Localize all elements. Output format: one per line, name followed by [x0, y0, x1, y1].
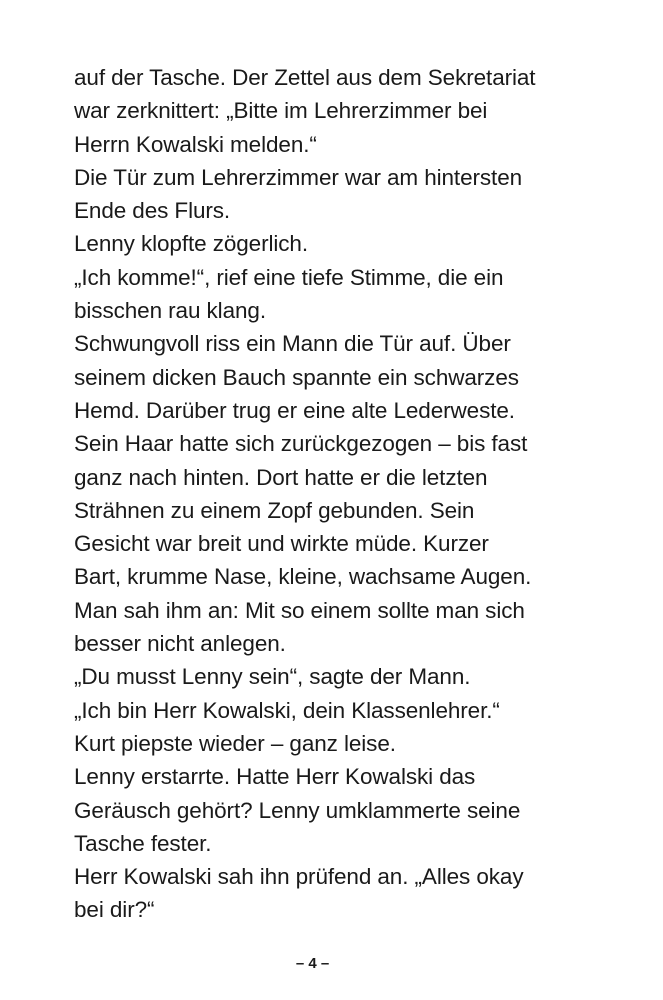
text-line: auf der Tasche. Der Zettel aus dem Sekretariat: [74, 65, 536, 90]
text-line: Kurt piepste wieder – ganz leise.: [74, 730, 396, 756]
text-line: Herrn Kowalski melden.“: [74, 131, 317, 157]
text-line: Lenny erstarrte. Hatte Herr Kowalski das: [74, 764, 476, 790]
text-line: Man sah ihm an: Mit so einem sollte man sich: [74, 597, 525, 623]
text-line: bisschen rau klang.: [74, 298, 266, 324]
text-line: Die Tür zum Lehrerzimmer war am hintersten: [74, 164, 523, 190]
text-line: Schwungvoll riss ein Mann die Tür auf. Über: [74, 331, 511, 357]
text-line: Herr Kowalski sah ihn prüfend an. „Alles okay: [74, 864, 524, 890]
text-line: Ende des Flurs.: [74, 198, 231, 224]
story-text: [74, 61, 594, 927]
text-line: Tasche fester.: [74, 830, 212, 856]
text-line: Sein Haar hatte sich zurückgezogen – bis fast: [74, 431, 528, 457]
text-line: seinem dicken Bauch spannte ein schwarzes: [74, 364, 519, 390]
text-line: „Ich bin Herr Kowalski, dein Klassenlehrer.“: [74, 697, 500, 723]
text-line: Gesicht war breit und wirkte müde. Kurzer: [74, 531, 489, 557]
text-line: Geräusch gehört? Lenny umklammerte seine: [74, 797, 521, 823]
text-line: bei dir?“: [74, 897, 155, 923]
text-line: Bart, krumme Nase, kleine, wachsame Augen.: [74, 564, 532, 590]
text-line: ganz nach hinten. Dort hatte er die letzten: [74, 464, 488, 490]
text-line: „Ich komme!“, rief eine tiefe Stimme, die ein: [74, 264, 504, 290]
page-number: – 4 –: [295, 955, 330, 972]
text-line: war zerknittert: „Bitte im Lehrerzimmer bei: [74, 98, 488, 124]
text-line: Strähnen zu einem Zopf gebunden. Sein: [74, 497, 475, 523]
text-line: „Du musst Lenny sein“, sagte der Mann.: [74, 664, 471, 690]
text-line: Lenny klopfte zögerlich.: [74, 231, 308, 257]
text-line: Hemd. Darüber trug er eine alte Lederweste.: [74, 397, 515, 423]
text-line: besser nicht anlegen.: [74, 631, 286, 657]
